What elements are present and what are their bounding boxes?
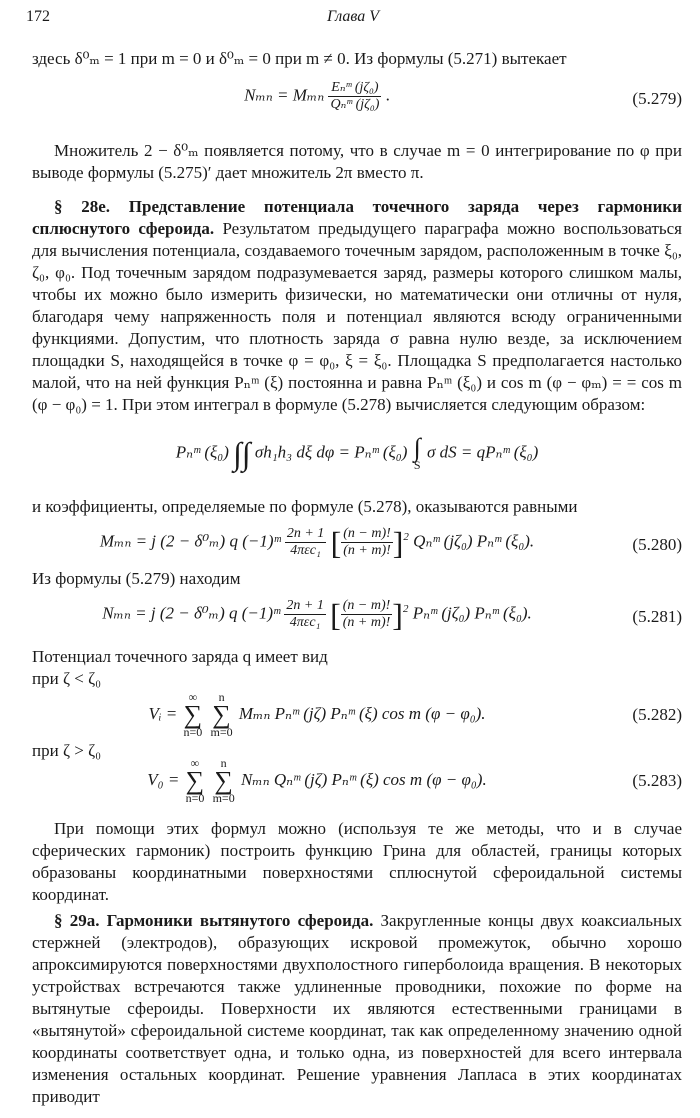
section-29a: [32, 910, 682, 1108]
page-number: 172: [26, 8, 50, 25]
section-heading: § 28е. Представление потенциала точечного заряда через гармоники сплюснутого сфероида.: [32, 197, 682, 238]
equation-5-283: V₀ = ∞ ∑ n=0 n ∑ m=0 Nₘₙ Qₙᵐ (jζ) Pₙᵐ (ξ) cos m (φ − φ₀). (5.283): [147, 756, 682, 805]
section-28e: [32, 196, 682, 416]
equation-5-281: Nₘₙ = j (2 − δ⁰ₘ) q (−1)ᵐ $\frac{2n + 1}{\text{4πεc₁}}$ [ $\frac{(n - m)!}{(n + m)!}$ ]$^2$ Pₙᵐ (jζ₀) Pₙᵐ (ξ₀). (5.281): [102, 596, 682, 633]
equation-5-279: Nₘₙ = Mₘₙ $\frac{\text{Eₙᵐ (jζ₀)}}{\text{Qₙᵐ (jζ₀)}}$ . (5.279): [244, 80, 682, 112]
paragraph-green-function: При помощи этих формул можно (используя те же методы, что и в случае сферических гармоник) построить функцию Грина для областей, границы которых образованы координатными поверхностями сплюснутой сфероидальной системы координат.: [32, 819, 682, 904]
section-heading: § 29а. Гармоники вытянутого сфероида.: [54, 911, 374, 930]
condition-zeta-less: при ζ < ζ₀: [32, 669, 102, 688]
paragraph-from-formula: Из формулы (5.279) находим: [32, 569, 241, 588]
paragraph-delta-definition: здесь δ⁰ₘ = 1 при m = 0 и δ⁰ₘ = 0 при m ≠ 0. Из формулы (5.271) вытекает: [32, 49, 567, 68]
paragraph-multiplier: Множитель 2 − δ⁰ₘ появляется потому, что в случае m = 0 интегрирование по φ при выводе формулы (5.275)′ дает множитель 2π вместо π.: [32, 141, 682, 182]
equation-5-282: Vᵢ = ∞ ∑ n=0 n ∑ m=0 Mₘₙ Pₙᵐ (jζ) Pₙᵐ (ξ) cos m (φ − φ₀). (5.282): [148, 690, 682, 739]
section-text: Результатом предыдущего параграфа можно воспользоваться для вычисления потенциала, создаваемого точечным зарядом, расположенным в точке ξ₀, ζ₀, φ₀. Под точечным зарядом подразумевается заряд, размеры которого слишком малы, чтобы их можно было измерить физически, но математически они отличны от нуля, благодаря чему напряженность поля и потенциал являются всюду ограниченными функциями. Допустим, что плотность заряда σ равна нулю везде, за исключением площадки S, находящейся в точке φ = φ₀, ξ = ξ₀. Площадка S предполагается настолько малой, что на ней функция Pₙᵐ (ξ) постоянна и равна Pₙᵐ (ξ₀) и cos m (φ − φₘ) = = cos m (φ − φ₀) = 1. При этом интеграл в формуле (5.278) вычисляется следующим образом:: [32, 219, 682, 414]
equation-integral: Pₙᵐ (ξ₀) ∫∫ σh₁h₃ dξ dφ = Pₙᵐ (ξ₀) ∫ S σ dS = qPₙᵐ (ξ₀): [175, 433, 539, 472]
condition-zeta-greater: при ζ > ζ₀: [32, 741, 102, 760]
equation-number: (5.281): [632, 607, 682, 626]
eq-fraction: $\frac{\text{Eₙᵐ (jζ₀)}}{\text{Qₙᵐ (jζ₀)}}$: [330, 80, 380, 112]
equation-number: (5.282): [632, 705, 682, 724]
equation-number: (5.280): [632, 535, 682, 554]
page-header: [26, 6, 680, 28]
paragraph-coefficients: и коэффициенты, определяемые по формуле (5.278), оказываются равными: [32, 497, 578, 516]
equation-number: (5.283): [632, 771, 682, 790]
paragraph-potential: Потенциал точечного заряда q имеет вид: [32, 647, 328, 666]
section-text: Закругленные концы двух коаксиальных стержней (электродов), образующих искровой промежуток, обычно хорошо апроксимируются поверхностями двухполостного гиперболоида вращения. В некоторых устройствах встречаются также удлиненные проводники, похожие по форме на вытянутые сфероиды. Поверхности их являются естественными границами в «вытянутой» сфероидальной системе координат, так как определенному значению одной координаты соответствует одна, и только одна, из поверхностей для всего интервала изменения остальных координат. Решение уравнения Лапласа в этих координатах приводит: [32, 911, 683, 1106]
equation-5-280: Mₘₙ = j (2 − δ⁰ₘ) q (−1)ᵐ $\frac{2n + 1}{\text{4πεc₁}}$ [ $\frac{(n - m)!}{(n + m)!}$ ]$^2$ Qₙᵐ (jζ₀) Pₙᵐ (ξ₀). (5.280): [99, 524, 682, 561]
eq-lhs: Nₘₙ = Mₘₙ: [244, 85, 325, 105]
equation-number: (5.279): [632, 89, 682, 108]
chapter-title: Глава V: [326, 8, 380, 25]
